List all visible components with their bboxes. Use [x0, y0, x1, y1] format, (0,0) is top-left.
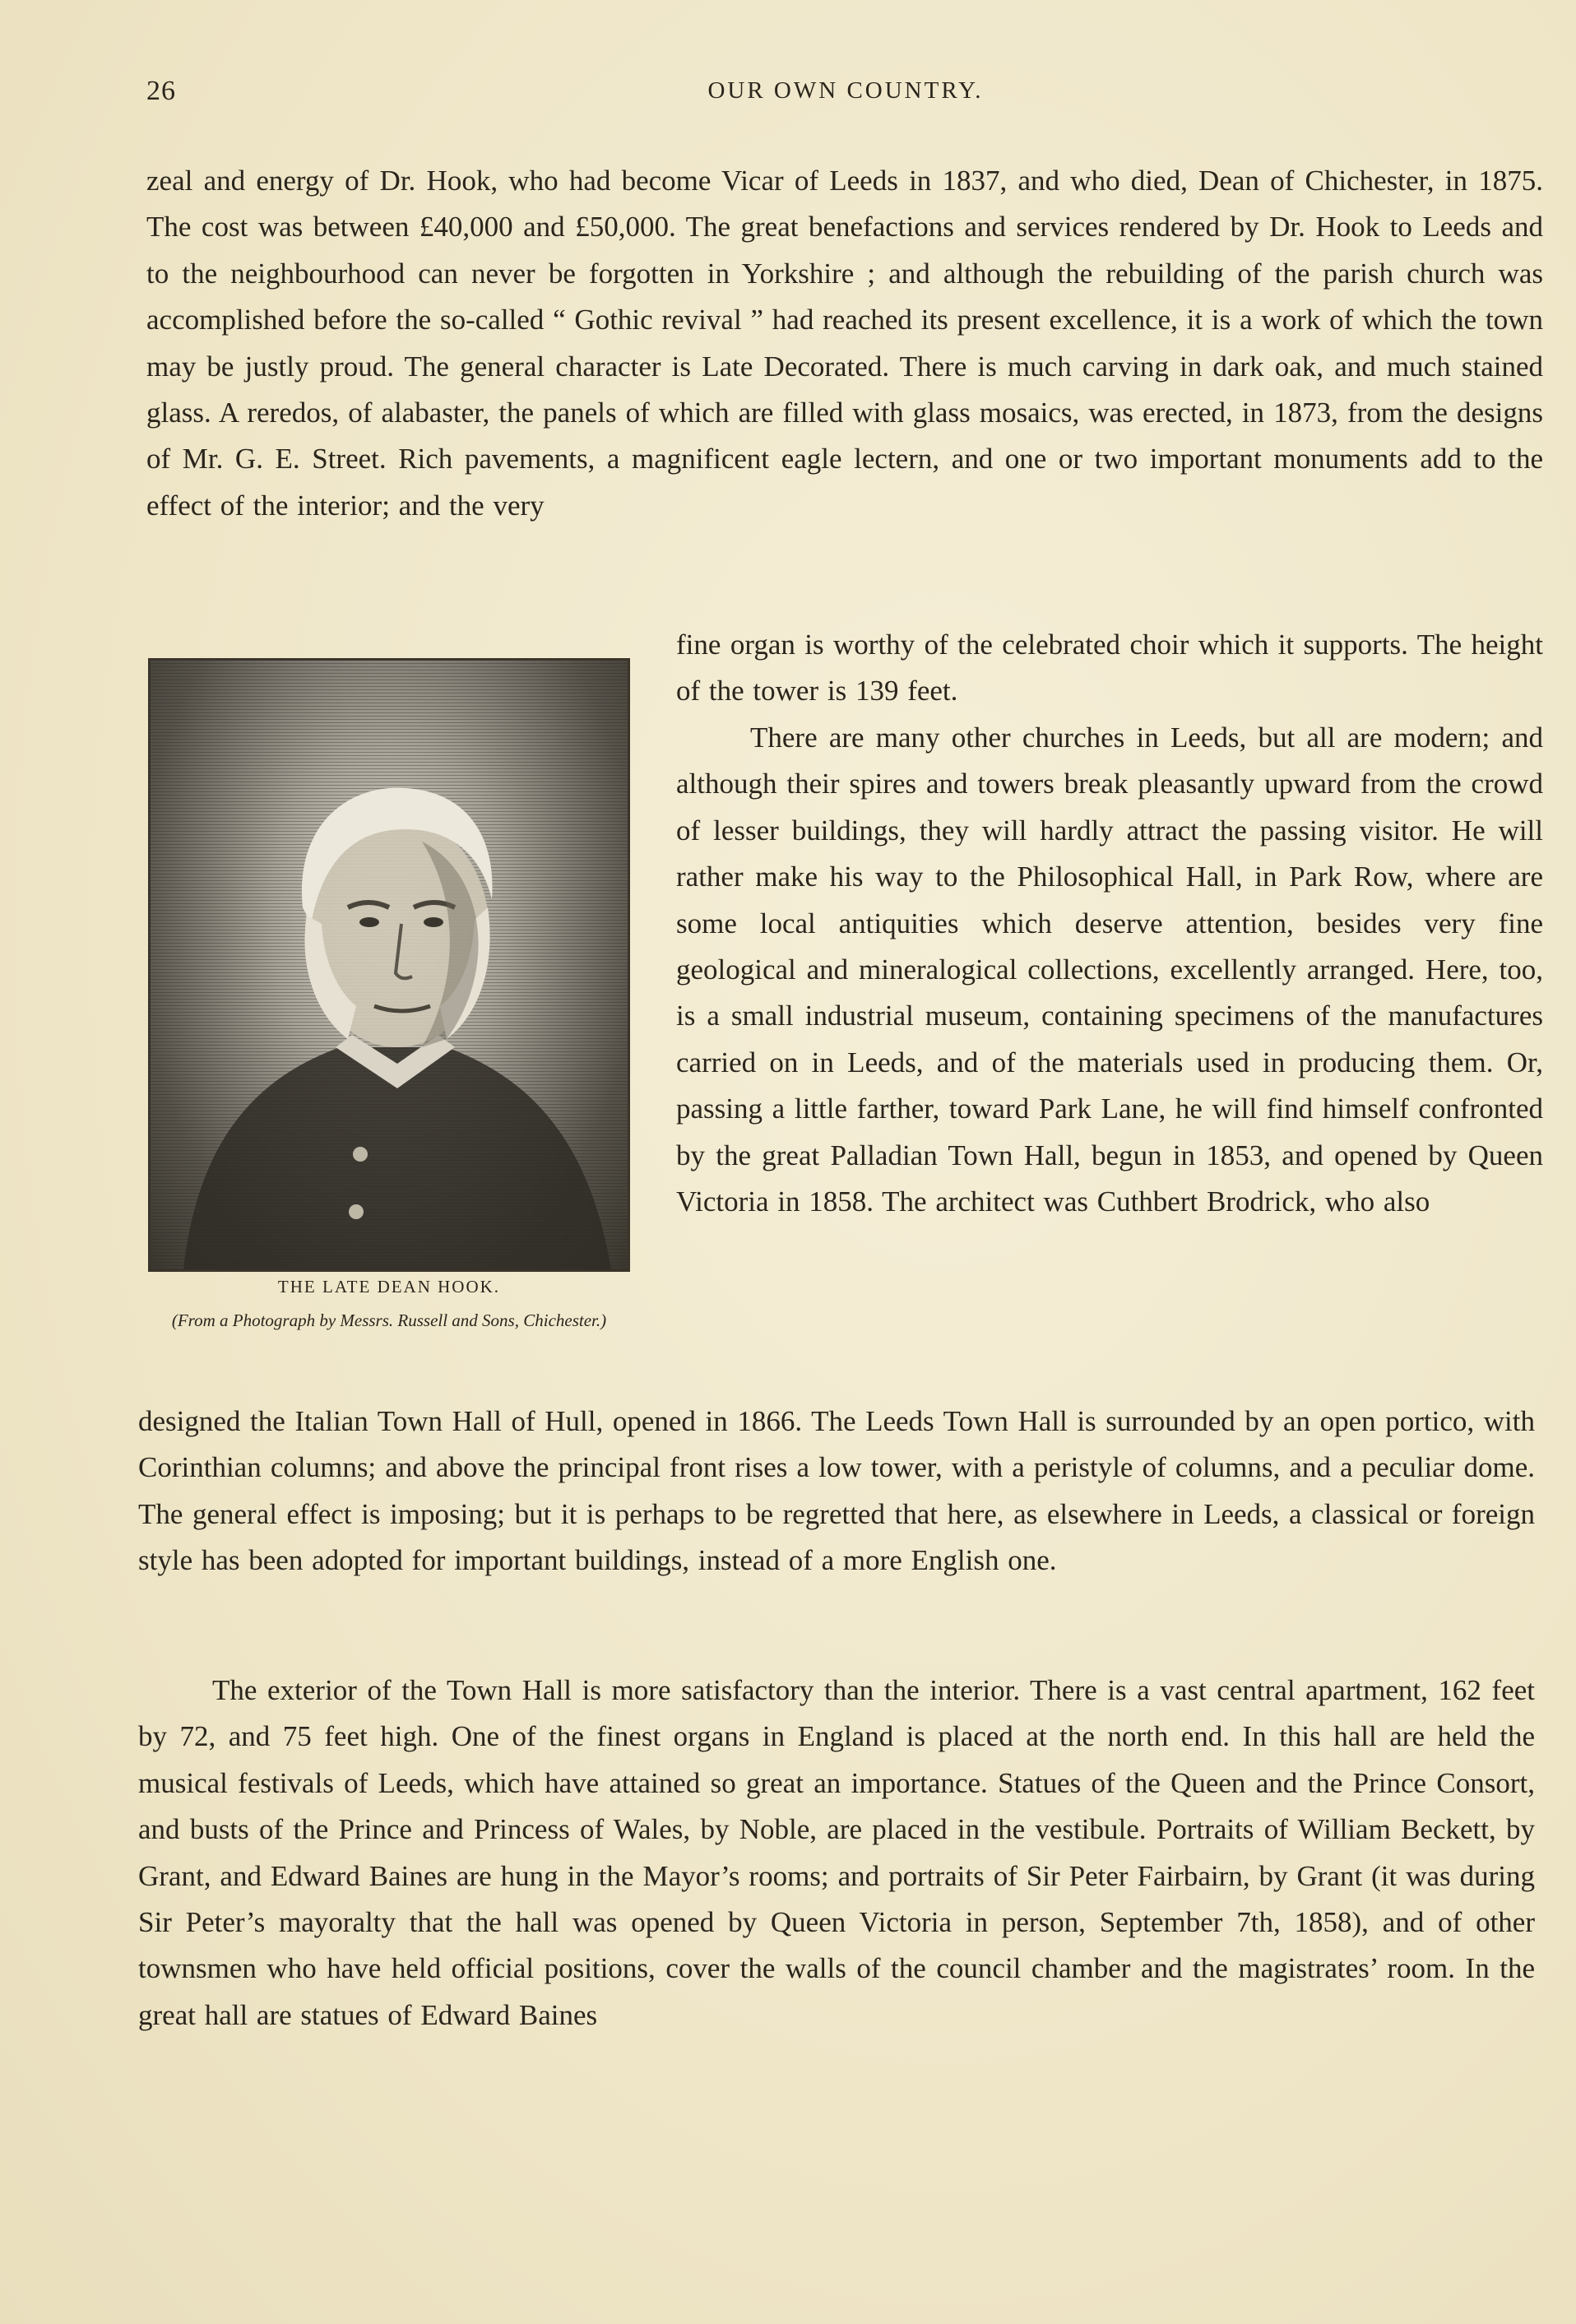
paragraph-4: designed the Italian Town Hall of Hull, opened in 1866. The Leeds Town Hall is surrounded by an open portico, with Corinthian columns; and above the principal front rises a low tower, with a peristyle of columns, and a peculiar dome. The general effect is imposing; but it is perhaps to be regretted that here, as elsewhere in Leeds, a classical or foreign style has been adopted for important buildings, instead of a more English one.: [138, 1405, 1535, 1577]
paragraph-2: fine organ is worthy of the celebrated choir which it supports. The height of the tower is 139 feet.: [676, 629, 1543, 707]
running-title: OUR OWN COUNTRY.: [707, 77, 984, 104]
figure-caption-credit: (From a Photograph by Messrs. Russell and Sons, Chichester.): [171, 1310, 607, 1330]
paragraph-3: There are many other churches in Leeds, but all are modern; and although their spires and towers break pleasantly upward from the crowd of lesser buildings, they will hardly attract the passing visitor. He will rather make his way to the Philosophical Hall, in Park Row, where are some local antiquities which deserve attention, besides very fine geological and mineralogical collections, excellently arranged. Here, too, is a small industrial museum, containing specimens of the manufactures carried on in Leeds, and of the materials used in producing them. Or, passing a little farther, toward Park Lane, he will find himself confronted by the great Palladian Town Hall, begun in 1853, and opened by Queen Victoria in 1858. The architect was Cuthbert Brodrick, who also: [676, 721, 1543, 1218]
paragraph-5: The exterior of the Town Hall is more satisfactory than the interior. There is a vast central apartment, 162 feet by 72, and 75 feet high. One of the finest organs in England is placed at the north end. In this hall are held the musical festivals of Leeds, which have attained so great an importance. Statues of the Queen and the Prince Consort, and busts of the Prince and Princess of Wales, by Noble, are placed in the vestibule. Portraits of William Beckett, by Grant, and Edward Baines are hung in the Mayor’s rooms; and portraits of Sir Peter Fairbairn, by Grant (it was during Sir Peter’s mayoralty that the hall was opened by Queen Victoria in person, September 7th, 1858), and of other townsmen who have held official positions, cover the walls of the council chamber and the magistrates’ room. In the great hall are statues of Edward Baines: [138, 1674, 1535, 2031]
portrait-illustration: [151, 661, 628, 1269]
page-number: 26: [146, 76, 176, 106]
paragraph-1: zeal and energy of Dr. Hook, who had become Vicar of Leeds in 1837, and who died, Dean of Chichester, in 1875. The cost was between £40,000 and £50,000. The great benefactions and services rendered by Dr. Hook to Leeds and to the neighbourhood can never be forgotten in Yorkshire ; and although the rebuilding of the parish church was accomplished before the so-called “ Gothic revival ” had reached its present excellence, it is a work of which the town may be justly proud. The general character is Late Decorated. There is much carving in dark oak, and much stained glass. A reredos, of alabaster, the panels of which are filled with glass mosaics, was erected, in 1873, from the designs of Mr. G. E. Street. Rich pavements, a magnificent eagle lectern, and one or two important monuments add to the effect of the interior; and the very: [146, 165, 1543, 522]
page-header: [146, 76, 1545, 117]
portrait-engraving: [148, 658, 630, 1272]
figure-caption-title: THE LATE DEAN HOOK.: [277, 1277, 501, 1297]
